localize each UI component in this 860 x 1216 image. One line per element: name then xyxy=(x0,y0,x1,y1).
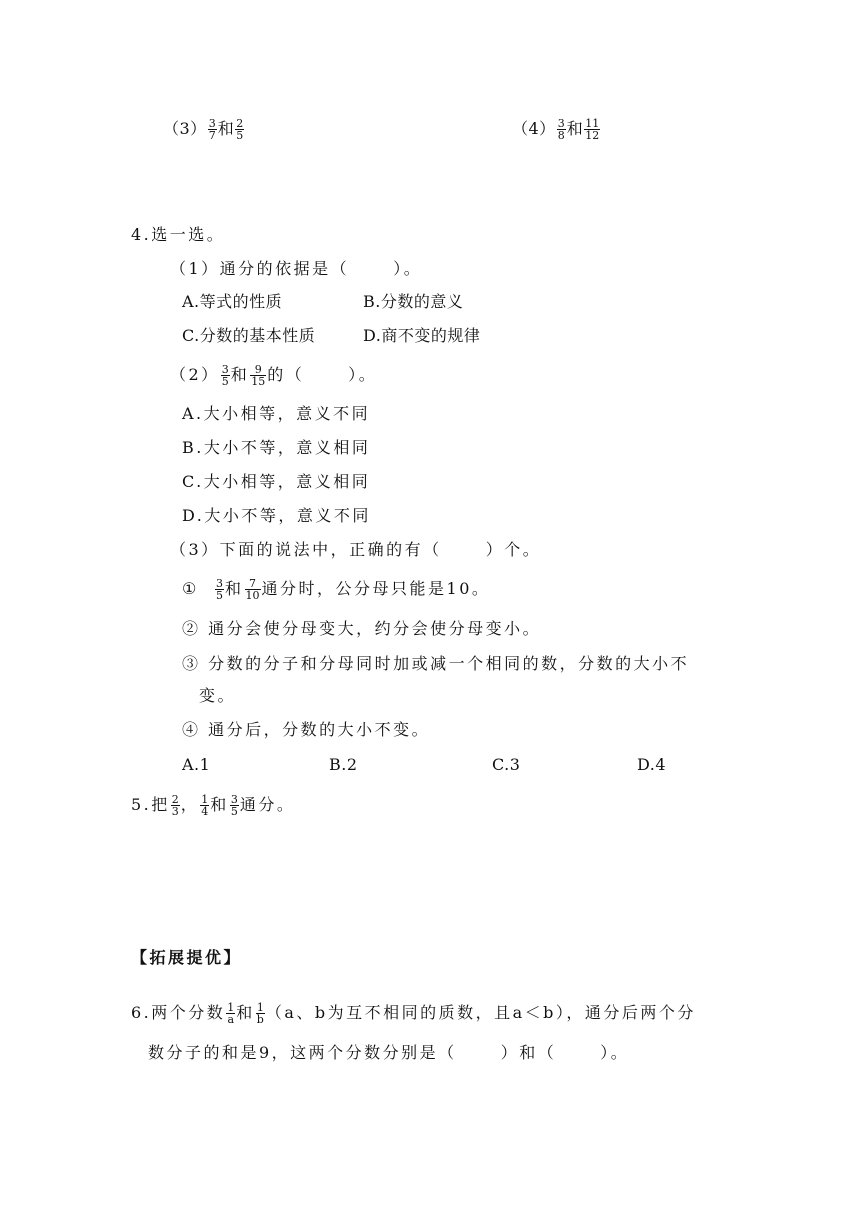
q4-3-statement-4: ④ 通分后，分数的大小不变。 xyxy=(182,720,431,739)
fraction: $\frac{3}{7}$ xyxy=(208,117,216,142)
q4-2-stem: （2） $\frac{3}{5}$ 和 $\frac{9}{15}$ 的（ ）。 xyxy=(170,363,378,388)
q5-stem: 5.把 $\frac{2}{3}$ ， $\frac{1}{4}$ 和 $\frac{3}{5}$ 通分。 xyxy=(131,793,296,818)
q4-1-option-b: B.分数的意义 xyxy=(363,292,464,311)
q3-item-3: （3） $\frac{3}{7}$ 和 $\frac{2}{5}$ xyxy=(163,117,244,142)
fraction: $\frac{9}{15}$ xyxy=(251,363,266,388)
q4-2-option-c: C.大小相等，意义相同 xyxy=(182,472,371,491)
q4-3-option-c: C.3 xyxy=(492,755,521,774)
fraction: $\frac{2}{3}$ xyxy=(171,793,179,818)
q4-2-option-d: D.大小不等，意义不同 xyxy=(182,506,371,525)
section-title: 【拓展提优】 xyxy=(131,948,243,967)
q4-2-option-b: B.大小不等，意义相同 xyxy=(182,438,371,457)
q4-3-stem: （3）下面的说法中，正确的有（ ）个。 xyxy=(170,540,542,559)
q6-line-2: 数分子的和是9，这两个分数分别是（ ）和（ ）。 xyxy=(148,1043,630,1062)
fraction: $\frac{3}{5}$ xyxy=(221,363,229,388)
q4-1-stem: （1）通分的依据是（ ）。 xyxy=(170,259,423,278)
q4-2-option-a: A.大小相等，意义不同 xyxy=(182,404,371,423)
fraction: $\frac{7}{10}$ xyxy=(245,577,260,602)
fraction: $\frac{3}{5}$ xyxy=(216,577,224,602)
fraction: $\frac{3}{8}$ xyxy=(557,117,565,142)
q3-item-3-label: （3） xyxy=(163,119,207,138)
fraction: $\frac{2}{5}$ xyxy=(236,117,244,142)
q6-line-1: 6.两个分数 $\frac{1}{a}$ 和 $\frac{1}{b}$ （a、b为互不相同的质数，且a＜b），通分后两个分 xyxy=(131,1001,696,1026)
q4-3-statement-2: ② 通分会使分母变大，约分会使分母变小。 xyxy=(182,619,542,638)
q4-3-statement-3b: 变。 xyxy=(199,686,237,705)
q4-1-option-a: A.等式的性质 xyxy=(182,292,283,311)
q4-3-option-b: B.2 xyxy=(329,755,358,774)
q4-title: 4.选一选。 xyxy=(131,225,226,244)
fraction: $\frac{1}{a}$ xyxy=(227,1001,235,1026)
q4-3-option-d: D.4 xyxy=(637,755,667,774)
q3-item-4-label: （4） xyxy=(512,119,556,138)
q4-1-option-d: D.商不变的规律 xyxy=(363,326,481,345)
fraction: $\frac{11}{12}$ xyxy=(585,117,600,142)
q4-3-option-a: A.1 xyxy=(182,755,211,774)
q4-3-statement-3a: ③ 分数的分子和分母同时加或减一个相同的数，分数的大小不 xyxy=(182,654,690,673)
fraction: $\frac{1}{b}$ xyxy=(256,1001,264,1026)
fraction: $\frac{3}{5}$ xyxy=(230,793,238,818)
q3-item-4: （4） $\frac{3}{8}$ 和 $\frac{11}{12}$ xyxy=(512,117,600,142)
q4-1-option-c: C.分数的基本性质 xyxy=(182,326,316,345)
q4-3-statement-1: ① $\frac{3}{5}$ 和 $\frac{7}{10}$ 通分时，公分母只能是10。 xyxy=(182,577,491,602)
fraction: $\frac{1}{4}$ xyxy=(201,793,209,818)
